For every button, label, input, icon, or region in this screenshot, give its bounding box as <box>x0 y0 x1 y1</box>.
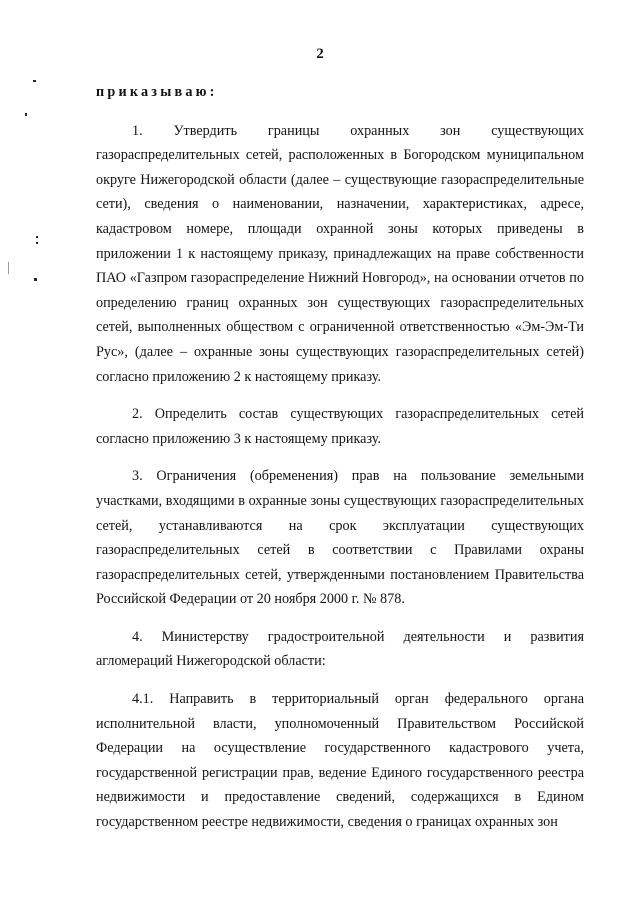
scan-speck <box>36 236 38 238</box>
scan-speck <box>36 242 38 244</box>
scan-speck <box>34 278 37 281</box>
paragraph-3: 3. Ограничения (обременения) прав на пользование земельными участками, входящими в охранные зоны существующих газораспределительных сетей, устанавливаются на срок эксплуатации существующих газораспределительных сетей в соответствии с Правилами охраны газораспределительных сетей, утвержденными постановлением Правительства Российской Федерации от 20 ноября 2000 г. № 878. <box>96 468 584 608</box>
paragraph-4: 4. Министерству градостроительной деятельности и развития агломераций Нижегородской области: <box>96 628 584 670</box>
scan-speck <box>33 80 36 82</box>
paragraph-4-1: 4.1. Направить в территориальный орган федерального органа исполнительной власти, уполномоченный Правительством Российской Федерации на осуществление государственного кадастрового учета, государственной регистрации прав, ведение Единого государственного реестра недвижимости и предоставление сведений, содержащихся в Едином государственном реестре недвижимости, сведения о границах охранных зон <box>96 691 584 831</box>
scan-speck <box>8 262 9 274</box>
document-body <box>96 80 584 848</box>
page-number: 2 <box>316 46 324 62</box>
order-word: приказываю: <box>96 84 218 100</box>
paragraph-1: 1. Утвердить границы охранных зон существующих газораспределительных сетей, расположенных в Богородском муниципальном округе Нижегородской области (далее – существующие газораспределительные сети), сведения о наименовании, назначении, характеристиках, адресе, кадастровом номере, площади охранной зоны которых приведены в приложении 1 к настоящему приказу, принадлежащих на праве собственности ПАО «Газпром газораспределение Нижний Новгород», на основании отчетов по определению границ охранных зон существующих газораспределительных сетей, выполненных обществом с ограниченной ответственностью «Эм-Эм-Ти Рус», (далее – охранные зоны существующих газораспределительных сетей) согласно приложению 2 к настоящему приказу. <box>96 122 584 385</box>
paragraph-2: 2. Определить состав существующих газораспределительных сетей согласно приложению 3 к настоящему приказу. <box>96 406 584 447</box>
scan-speck <box>25 113 27 116</box>
